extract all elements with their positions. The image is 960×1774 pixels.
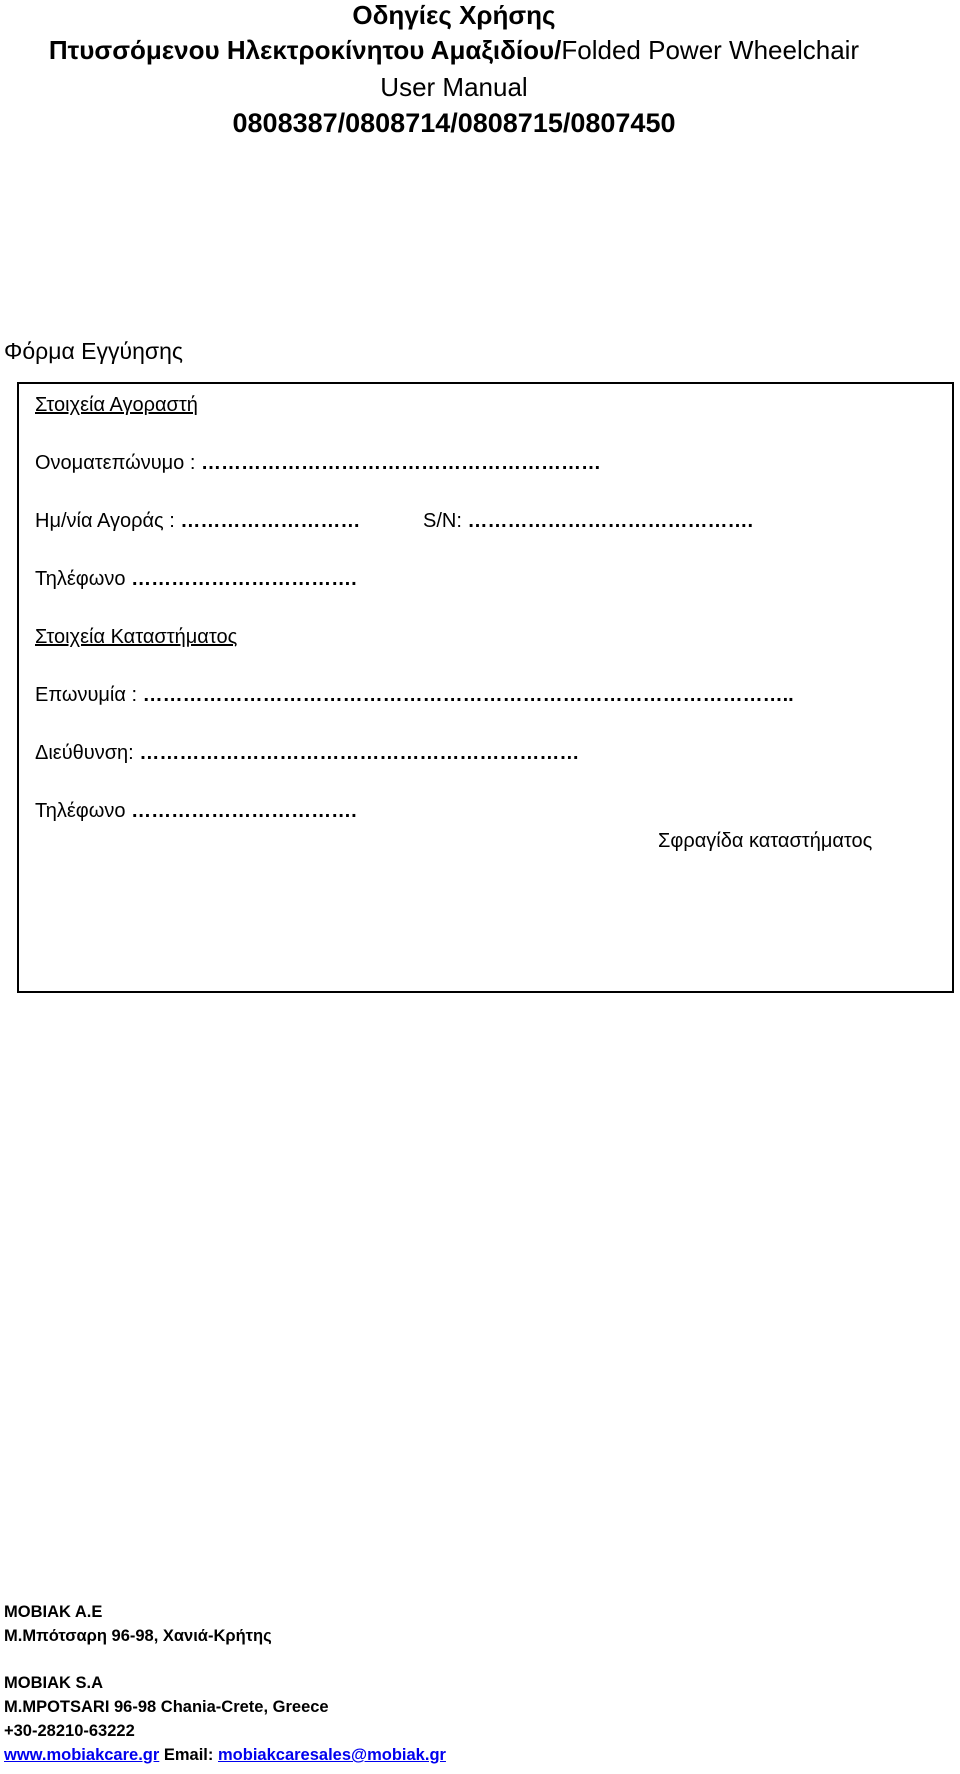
store-company-label: Επωνυμία : (35, 684, 138, 706)
store-phone-field[interactable] (35, 800, 357, 823)
subtitle-greek: Πτυσσόμενου Ηλεκτροκίνητου Αμαξιδίου/ (48, 35, 562, 65)
store-phone-input[interactable]: ……………………………. (131, 800, 357, 822)
document-title: Οδηγίες Χρήσης (352, 0, 556, 30)
store-company-input[interactable]: …………………………………………………………………………………….. (142, 684, 794, 706)
buyer-section-title: Στοιχεία Αγοραστή (35, 394, 198, 416)
store-address-label: Διεύθυνση: (35, 742, 134, 764)
company-name-english: MOBIAK S.A (4, 1674, 103, 1692)
serial-number-label: S/N: (423, 510, 462, 532)
email-label: Email: (163, 1746, 214, 1764)
store-section-title: Στοιχεία Καταστήματος (35, 626, 238, 648)
buyer-phone-field[interactable] (35, 568, 357, 591)
serial-number-field[interactable] (423, 510, 753, 533)
company-address-greek: Μ.Μπότσαρη 96-98, Χανιά-Κρήτης (4, 1627, 272, 1645)
store-stamp-label: Σφραγίδα καταστήματος (658, 830, 873, 852)
store-phone-label: Τηλέφωνο (35, 800, 126, 822)
company-address-english: M.MPOTSARI 96-98 Chania-Crete, Greece (4, 1698, 329, 1716)
purchase-date-field[interactable] (35, 510, 360, 533)
buyer-name-field[interactable] (35, 452, 601, 475)
purchase-date-input[interactable]: ……………………… (180, 510, 361, 532)
buyer-phone-input[interactable]: ……………………………. (131, 568, 357, 590)
buyer-name-label: Ονοματεπώνυμο : (35, 452, 196, 474)
company-phone: +30-28210-63222 (4, 1722, 135, 1740)
store-company-field[interactable] (35, 684, 794, 707)
manual-label: User Manual (380, 72, 528, 102)
product-codes: 0808387/0808714/0808715/0807450 (232, 108, 676, 138)
serial-number-input[interactable]: ……………………………………. (467, 510, 754, 532)
subtitle-english: Folded Power Wheelchair (561, 35, 860, 65)
website-link[interactable]: www.mobiakcare.gr (4, 1746, 160, 1764)
warranty-form-heading: Φόρμα Εγγύησης (4, 338, 183, 364)
store-address-input[interactable]: ………………………………………………………… (139, 742, 580, 764)
email-link[interactable]: mobiakcaresales@mobiak.gr (218, 1746, 446, 1764)
purchase-date-label: Ημ/νία Αγοράς : (35, 510, 175, 532)
company-name-greek: MOBIAK A.E (4, 1603, 103, 1621)
store-address-field[interactable] (35, 742, 579, 765)
buyer-phone-label: Τηλέφωνο (35, 568, 126, 590)
buyer-name-input[interactable]: …………………………………………………… (200, 452, 601, 474)
contact-line (4, 1746, 446, 1765)
document-subtitle (0, 35, 908, 66)
